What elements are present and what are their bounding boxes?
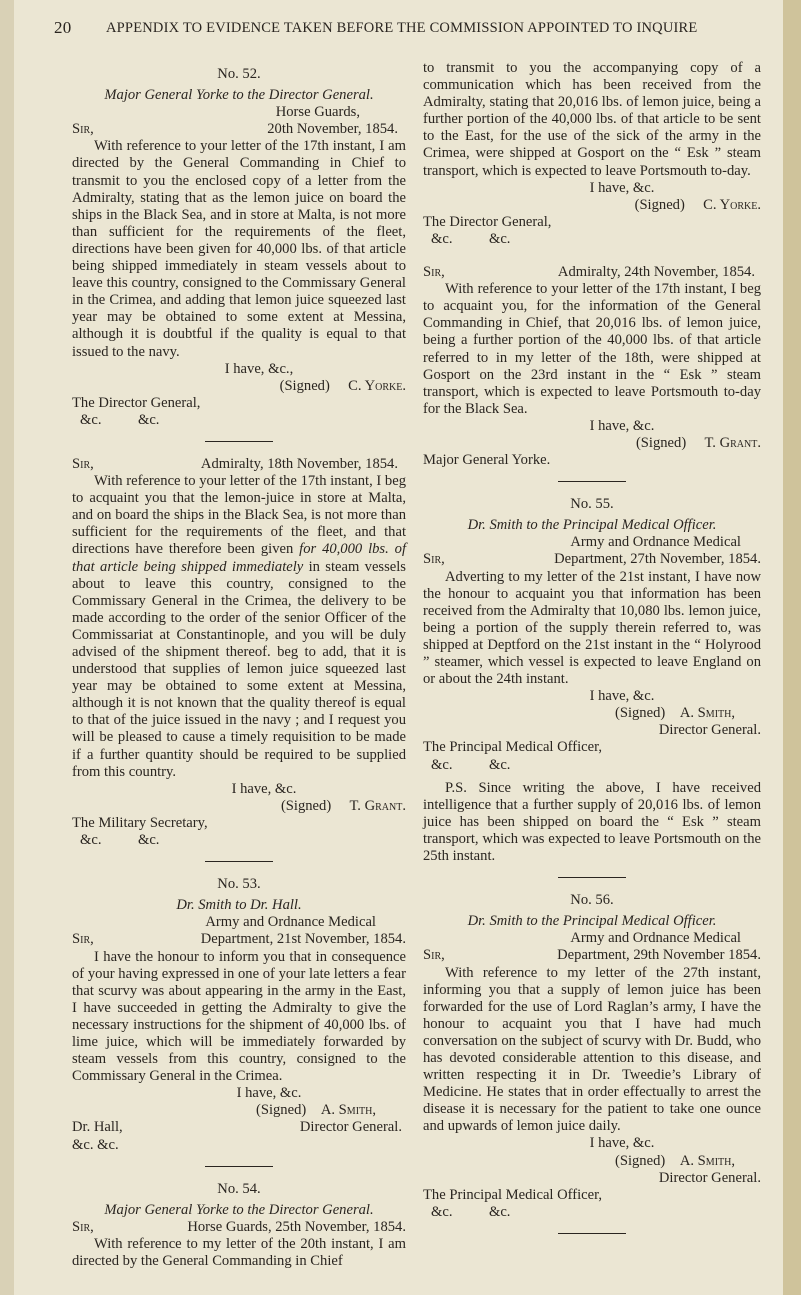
closing: I have, &c.	[231, 780, 297, 797]
signer-title: Director General.	[299, 1119, 402, 1136]
salutation: Sir,	[423, 264, 445, 281]
salutation-row	[72, 121, 406, 138]
letter-number: No. 53.	[217, 876, 261, 893]
letter-dateline: Horse Guards, 25th November, 1854.	[187, 1218, 406, 1235]
letter-body: With reference to my letter of the 27th instant, informing you that a supply of lemon juice has been forwarded for the use of Lord Raglan’s army, I have the honour to acquaint you that I have had much conversation on the subject of scurvy with Dr. Budd, who has devoted considerable attention to this disease, and written respecting it in Dr. Tweedie’s Library of Medicine. He states that in order effectually to arrest the disease it is necessary for the patient to take one ounce and upwards of lemon juice daily.	[423, 964, 761, 1135]
salutation: Sir,	[72, 1218, 94, 1235]
left-column	[72, 60, 406, 1270]
addressee: Dr. Hall,	[72, 1119, 123, 1136]
letter-dateline: Admiralty, 24th November, 1854.	[557, 264, 755, 281]
letter-number: No. 52.	[217, 66, 261, 82]
letter-title: Dr. Smith to the Principal Medical Officer.	[467, 517, 717, 534]
body-text: With reference to your letter of the 17th instant, I beg to acquaint you that the lemon-juice in store at Malta, and on board the ships in the Black Sea, is not more than sufficient for the requirements of the fleet, and that directions have therefore been given	[72, 473, 406, 558]
letter-no-53	[72, 876, 406, 1167]
letter-date: 20th November, 1854.	[267, 121, 398, 138]
closing: I have, &c.	[589, 1135, 655, 1152]
addressee: The Military Secretary,	[72, 814, 208, 831]
letter-body: With reference to your letter of the 17th instant, I am directed by the General Commanding in Chief to transmit to you the enclosed copy of a letter from the Admiralty, stating that as the lemon juice on board the ships in the Black Sea, and in store at Malta, is not more than sufficient for the requirements of the fleet, directions have been given for 40,000 lbs. of that article being shipped immediately in steam vessels about to leave this country, consigned to the Commissary General in the Crimea, and adding that lemon juice squeezed last year may be obtained to some extent at Messina, although it is doubtful if the quality is equal to that issued to the navy.	[72, 138, 406, 360]
addressee: Major General Yorke.	[423, 452, 551, 469]
letter-dept: Army and Ordnance Medical	[570, 534, 741, 551]
signer: A. Smith,	[320, 1102, 376, 1119]
divider	[205, 861, 273, 862]
letter-place: Horse Guards,	[275, 104, 360, 121]
signature-line	[423, 705, 761, 722]
divider	[558, 877, 626, 878]
letter-body: I have the honour to inform you that in consequence of your having expressed in one of your late letters a fear that scurvy was about appearing in the army in the East, I have succeeded in getting the Admiralty to give the necessary instructions for the shipment of 40,000 lbs. of lime juice, which will be immediately forwarded by steam vessels from this country, consigned to the Commissary General in the Crimea.	[72, 948, 406, 1085]
body-text: in steam vessels about to leave this country, consigned to the Commissary General in the Crimea, the delivery to be made according to the order of the senior Officer of the Commissariat at Constantinople, and you will be duly advised of the shipment thereof. beg to add, that it is understood that supplies of lemon juice squeezed last year may be obtained to some extent at Messina, although it is not known that the quality thereof is equal to that of the juice issued in the navy ; and I request you will be pleased to cause a timely requisition to be made if a further quantity should be required to be supplied from this country.	[72, 558, 406, 780]
letter-number: No. 55.	[570, 496, 614, 513]
signer: T. Grant.	[349, 797, 406, 814]
signature-line	[423, 435, 761, 452]
signer: C. Yorke.	[703, 196, 761, 213]
letter-title: Dr. Smith to the Principal Medical Officer.	[467, 913, 717, 930]
signer: A. Smith,	[679, 1152, 735, 1169]
letter-admiralty-24	[423, 264, 761, 482]
signature-line	[72, 1102, 406, 1119]
signed-label: (Signed)	[279, 377, 330, 394]
signed-label: (Signed)	[635, 434, 687, 451]
letter-dept: Army and Ordnance Medical	[570, 930, 741, 947]
signed-label: (Signed)	[614, 1152, 666, 1169]
letter-no-52	[72, 66, 406, 442]
letter-body-continued: to transmit to you the accompanying copy of a communication which has been received from the Admiralty, stating that 20,016 lbs. of lemon juice, being a further portion of the 40,000 lbs. of that article to be sent to the East, for the use of the sick of the army in the Crimea, were shipped at Gosport on the “ Esk ” steam transport, which is expected to leave Portsmouth to-day.	[423, 60, 761, 179]
salutation-row	[72, 1219, 406, 1236]
signature-line	[72, 798, 406, 815]
divider	[558, 1233, 626, 1234]
letter-title: Major General Yorke to the Director General.	[104, 87, 374, 104]
letter-dateline: Department, 21st November, 1854.	[200, 931, 406, 948]
letter-dateline: Department, 29th November 1854.	[557, 947, 761, 964]
right-column	[423, 60, 761, 1248]
signature-line	[423, 1153, 761, 1170]
signer: A. Smith,	[679, 705, 735, 722]
salutation: Sir,	[72, 931, 94, 948]
signer: C. Yorke.	[348, 377, 406, 394]
addressee: The Director General,	[72, 394, 201, 411]
letter-no-54-continued	[423, 60, 761, 258]
running-head: APPENDIX TO EVIDENCE TAKEN BEFORE THE COMMISSION APPOINTED TO INQUIRE	[106, 20, 698, 36]
postscript: P.S. Since writing the above, I have received intelligence that a further supply of 20,016 lbs. of lemon juice has been shipped on board the “ Esk ” steam transport, which was expected to leave Portsmouth on the 25th instant.	[423, 779, 761, 865]
letter-body	[72, 473, 406, 781]
divider	[205, 1166, 273, 1167]
closing: I have, &c.,	[224, 360, 294, 377]
letter-body-start: With reference to my letter of the 20th instant, I am directed by the General Commanding in Chief	[72, 1235, 406, 1269]
etc: &c. &c.	[431, 1203, 511, 1220]
etc: &c. &c.	[431, 756, 511, 773]
signed-label: (Signed)	[280, 797, 332, 814]
closing: I have, &c.	[589, 688, 655, 705]
signed-label: (Signed)	[614, 705, 666, 722]
letter-admiralty-18	[72, 456, 406, 862]
letter-no-56	[423, 892, 761, 1234]
salutation-row	[423, 947, 761, 964]
addressee-row	[72, 1119, 406, 1136]
letter-dateline: Department, 27th November, 1854.	[554, 551, 761, 568]
addressee: The Principal Medical Officer,	[423, 1186, 603, 1203]
body-italic: for 40,000 lbs. of that article being shipped immediately	[72, 541, 406, 575]
letter-no-55	[423, 496, 761, 878]
closing: I have, &c.	[236, 1085, 302, 1102]
salutation-row	[72, 931, 406, 948]
letter-dept: Army and Ordnance Medical	[205, 914, 376, 931]
page-number: 20	[54, 18, 72, 37]
etc: &c. &c.	[72, 1136, 119, 1153]
letter-no-54	[72, 1181, 406, 1270]
letter-dateline: Admiralty, 18th November, 1854.	[200, 455, 398, 472]
salutation-row	[72, 456, 406, 473]
etc: &c. &c.	[431, 230, 511, 247]
signer-title: Director General.	[658, 722, 761, 739]
signed-label: (Signed)	[634, 196, 685, 213]
signature-line	[423, 197, 761, 214]
closing: I have, &c.	[589, 417, 655, 434]
letter-title: Dr. Smith to Dr. Hall.	[176, 897, 302, 914]
letter-number: No. 54.	[217, 1180, 261, 1197]
page-header	[14, 18, 801, 58]
letter-body: With reference to your letter of the 17th instant, I beg to acquaint you, for the information of the General Commanding in Chief, that 20,016 lbs. of lemon juice, being a further portion of the 40,000 lbs. of that article referred to in my letter of the 18th, were shipped at Gosport on the 23rd instant in the “ Esk ” steam transport, which is expected to leave Portsmouth to-day for the Black Sea.	[423, 281, 761, 417]
signature-line	[72, 378, 406, 395]
salutation: Sir,	[72, 121, 94, 138]
divider	[205, 441, 273, 442]
salutation: Sir,	[72, 455, 94, 472]
letter-body: Adverting to my letter of the 21st instant, I have now the honour to acquaint you that information has been received from the Admiralty that 10,080 lbs. lemon juice, being a portion of the supply therein referred to, was shipped at Deptford on the 21st instant in the “ Holyrood ” steamer, which vessel is expected to leave England on or about the 24th instant.	[423, 568, 761, 688]
closing: I have, &c.	[589, 179, 655, 196]
addressee: The Principal Medical Officer,	[423, 739, 603, 756]
spacer	[423, 248, 761, 258]
addressee: The Director General,	[423, 213, 552, 230]
signed-label: (Signed)	[255, 1102, 307, 1119]
salutation-row	[423, 551, 761, 568]
etc: &c. &c.	[80, 832, 160, 849]
letter-number: No. 56.	[570, 892, 614, 909]
letter-title: Major General Yorke to the Director General.	[104, 1201, 374, 1218]
divider	[558, 481, 626, 482]
salutation-row	[423, 264, 761, 281]
signer-title: Director General.	[658, 1169, 761, 1186]
signer: T. Grant.	[704, 434, 761, 451]
salutation: Sir,	[423, 947, 445, 964]
salutation: Sir,	[423, 551, 445, 568]
etc: &c. &c.	[80, 411, 160, 428]
